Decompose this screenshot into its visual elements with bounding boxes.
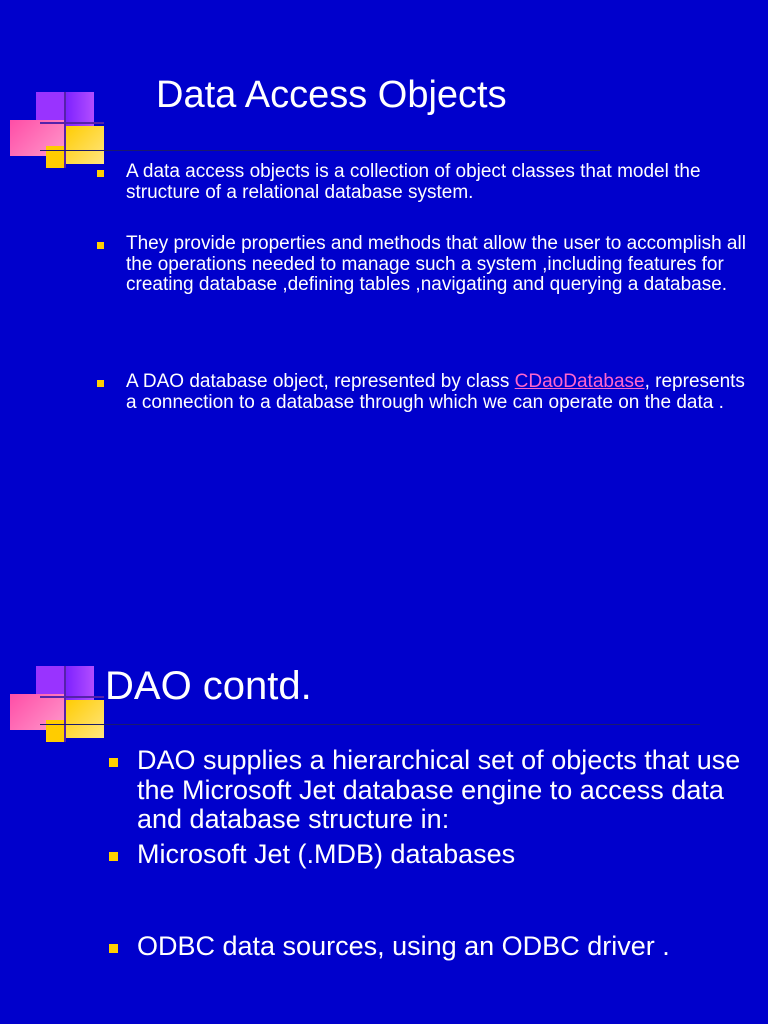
bullet-text: ODBC data sources, using an ODBC driver . bbox=[137, 931, 670, 961]
slide-logo-decoration bbox=[0, 0, 110, 760]
slide-title: DAO contd. bbox=[105, 664, 312, 708]
cdaodatabase-link[interactable]: CDaoDatabase bbox=[514, 371, 645, 392]
bullet-marker bbox=[109, 852, 118, 861]
title-underline bbox=[40, 724, 700, 725]
bullet-text: A data access objects is a collection of object classes that model the structure of a relational database system. bbox=[126, 161, 701, 203]
bullet-text: Microsoft Jet (.MDB) databases bbox=[137, 839, 516, 869]
bullet-text-before: A DAO database object, represented by class bbox=[126, 371, 515, 392]
bullet-text-after: , represents a connection to a database through which we can operate on the data . bbox=[126, 371, 745, 413]
slide-title: Data Access Objects bbox=[156, 74, 507, 116]
bullet-text: DAO supplies a hierarchical set of objects that use the Microsoft Jet database engine to access data and database structure in: bbox=[137, 745, 741, 834]
bullet-marker bbox=[109, 758, 118, 767]
bullet-marker bbox=[109, 944, 118, 953]
bullet-text: They provide properties and methods that allow the user to accomplish all the operations needed to manage such a system ,including features for creating database ,defining tables ,navigating and querying a database. bbox=[126, 233, 746, 295]
